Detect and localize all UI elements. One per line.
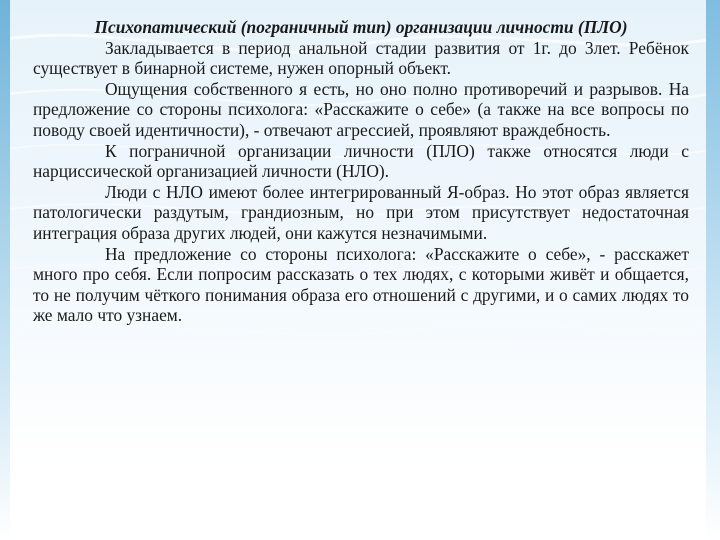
left-edge-decoration: [0, 0, 10, 540]
paragraph-1: Закладывается в период анальной стадии развития от 1г. до 3лет. Ребёнок существует в бинарной системе, нужен опорный объект.: [33, 37, 689, 79]
slide-content: [33, 17, 689, 326]
paragraph-2: Ощущения собственного я есть, но оно полно противоречий и разрывов. На предложение со стороны психолога: «Расскажите о себе» (а также на все вопросы по поводу своей идентичности), - отвечают агрессией, проявляют враждебность.: [33, 78, 689, 140]
paragraph-3: К пограничной организации личности (ПЛО) также относятся люди с нарциссической организацией личности (НЛО).: [33, 140, 689, 182]
right-edge-decoration: [706, 0, 720, 540]
paragraph-4: Люди с НЛО имеют более интегрированный Я-образ. Но этот образ является патологически раздутым, грандиозным, но при этом присутствует недостаточная интеграция образа других людей, они кажутся незначимыми.: [33, 181, 689, 243]
slide-title: Психопатический (пограничный тип) организации личности (ПЛО): [94, 17, 628, 37]
paragraph-5: На предложение со стороны психолога: «Расскажите о себе», - расскажет много про себя. Если попросим рассказать о тех людях, с которыми живёт и общается, то не получим чёткого понимания образа его отношений с другими, и о самих людях то же мало что узнаем.: [33, 243, 689, 326]
